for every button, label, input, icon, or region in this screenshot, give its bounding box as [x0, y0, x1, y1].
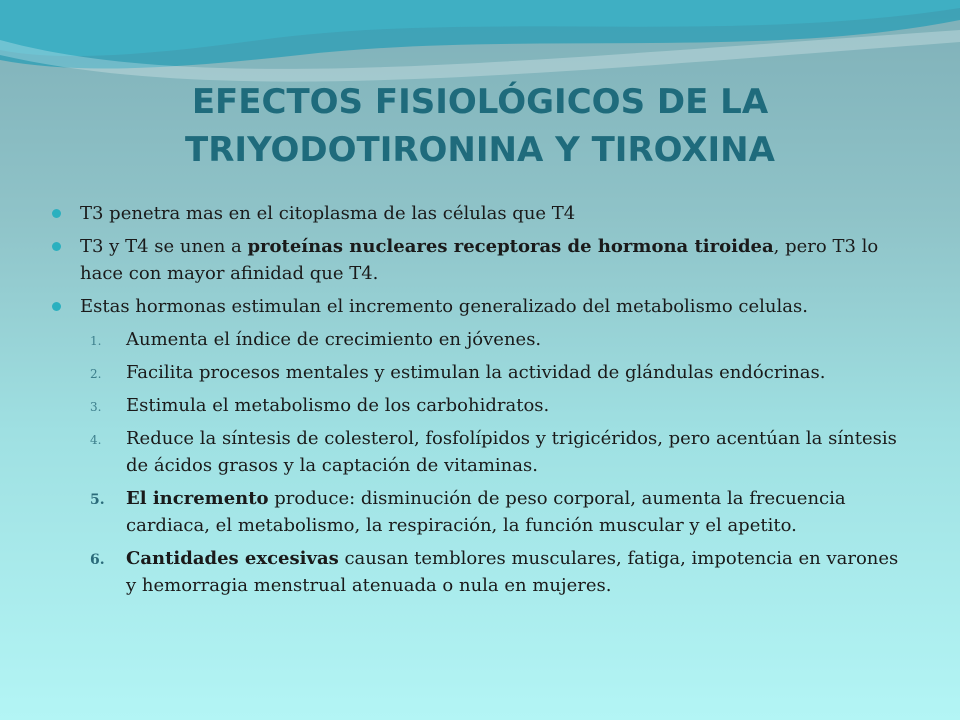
item-text: Reduce la síntesis de colesterol, fosfolípidos y trigicéridos, pero acentúan la síntesis de ácidos grasos y la captación de vitaminas. — [126, 428, 897, 476]
item-bold-text: El incremento — [126, 488, 269, 509]
bullet-dot-icon — [52, 242, 61, 251]
numbered-item — [52, 485, 912, 539]
item-text: Facilita procesos mentales y estimulan la actividad de glándulas endócrinas. — [126, 362, 826, 383]
bullet-dot-icon — [52, 302, 61, 311]
bullet-text: T3 penetra mas en el citoplasma de las células que T4 — [80, 203, 576, 224]
item-number: 1. — [90, 334, 102, 348]
bullet-dot-icon — [52, 209, 61, 218]
numbered-item — [52, 545, 912, 599]
bullet-item — [52, 233, 912, 287]
bullet-item — [52, 293, 912, 320]
item-number: 4. — [90, 433, 102, 447]
slide-body — [52, 200, 912, 605]
slide-title — [60, 78, 900, 174]
item-bold-text: Cantidades excesivas — [126, 548, 339, 569]
item-text: Estimula el metabolismo de los carbohidratos. — [126, 395, 550, 416]
item-number: 2. — [90, 367, 102, 381]
item-number: 6. — [90, 552, 105, 568]
item-text: causan temblores musculares, fatiga, impotencia en varones y hemorragia menstrual atenuada o nula en mujeres. — [126, 548, 899, 596]
bullet-text: , pero T3 lo hace con mayor afinidad que T4. — [80, 236, 879, 284]
item-number: 5. — [90, 492, 105, 508]
bullet-bold-text: proteínas nucleares receptoras de hormona tiroidea — [247, 236, 774, 257]
item-text: produce: disminución de peso corporal, aumenta la frecuencia cardiaca, el metabolismo, la respiración, la función muscular y el apetito. — [126, 488, 846, 536]
numbered-item — [52, 425, 912, 479]
bullet-item — [52, 200, 912, 227]
item-number: 3. — [90, 400, 102, 414]
numbered-item — [52, 359, 912, 386]
title-line-1: EFECTOS FISIOLÓGICOS DE LA — [191, 82, 769, 122]
numbered-item — [52, 326, 912, 353]
title-line-2: TRIYODOTIRONINA Y TIROXINA — [185, 130, 775, 170]
numbered-item — [52, 392, 912, 419]
item-text: Aumenta el índice de crecimiento en jóvenes. — [126, 329, 542, 350]
bullet-text: T3 y T4 se unen a — [80, 236, 248, 257]
bullet-text: Estas hormonas estimulan el incremento generalizado del metabolismo celulas. — [80, 296, 808, 317]
